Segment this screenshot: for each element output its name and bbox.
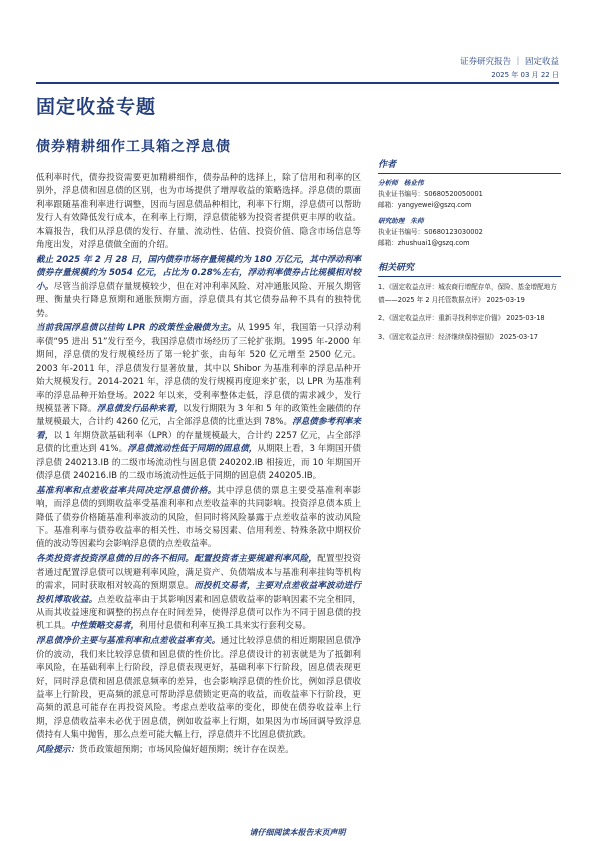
text: 尽管当前浮息债存量规模较少，但在对冲利率风险、对冲通胀风险、开展久期管理、衡量央行降息预期和通胀预期方面，浮息债具有其它债券品种不具有的独特优势。 bbox=[36, 281, 361, 319]
text: 点差收益率由于其影响因素和固息债收益率的影响因素不完全相同，从而其收益速度和调整的拐点存在时间差异，使得浮息债可以作为不同于固息债的投机工具。 bbox=[36, 594, 361, 632]
assistant-role: 研究助理 bbox=[378, 217, 405, 225]
highlight: 浮息债参考利率来看， bbox=[36, 417, 361, 441]
paragraph-value bbox=[36, 635, 361, 742]
assistant-email[interactable]: 邮箱：zhushuai1@gszq.com bbox=[378, 239, 470, 247]
related-heading: 相关研究 bbox=[378, 263, 561, 277]
text: 通过比较浮息债的相近期限固息债净价的波动，我们来比较浮息债和固息债的性价比。浮息债设计的初衷就是为了抵御利率风险，在基础利率上行阶段，浮息债表现更好，基础利率下行阶段，固息债表现更好，同时浮息债和固息债派息频率的差异，也会影响浮息债的性价比，例如浮息债收益率上行阶段，更高频的派息可帮助浮息债锁定更高的收益，而收益率下行阶段，更高频的派息可能存在再投资风险。考虑点差收益率的变化，即使在债券收益率上行期，浮息债收益率未必优于固息债，例如收益率上行期，如果因为市场回调导致浮息债持有人集中抛售，那么点差可能大幅上行，浮息债并不比固息债抗跌。 bbox=[36, 636, 361, 741]
paragraph-stock bbox=[36, 254, 361, 321]
text: 以 1 年期贷款基础利率（LPR）的存量规模最大，合计约 2257 亿元，占全部浮息债的比重达到 41%。 bbox=[36, 430, 361, 455]
authors-heading: 作者 bbox=[378, 160, 561, 174]
highlight: 基准利率和点差收益率共同决定浮息债价格。 bbox=[36, 485, 217, 496]
report-type: 证券研究报告 ｜ 固定收益 bbox=[460, 57, 559, 67]
risk-text: 货币政策超预期；市场风险偏好超预期；统计存在误差。 bbox=[78, 745, 294, 756]
paragraph-intro: 低利率时代，债券投资需要更加精耕细作，债券品种的选择上，除了信用和利率的区别外，浮息债和固息债的区别，也为市场提供了增厚收益的策略选择。浮息债的票面利率跟随基准利率进行调整，因而与固息债品种相比，利率下行期，浮息债可以帮助发行人有效降低发行成本，在利率上行期，浮息债能够为投资者提供更丰厚的收益。本篇报告，我们从浮息债的发行、存量、流动性、估值、投资价值、隐含市场信息等角度出发，对浮息债做全面的介绍。 bbox=[36, 173, 361, 251]
analyst-role: 分析师 bbox=[378, 179, 398, 187]
analyst-email[interactable]: 邮箱：yangyewei@gszq.com bbox=[378, 201, 472, 209]
footer-disclaimer: 请仔细阅读本报告末页声明 bbox=[249, 828, 346, 837]
report-title: 固定收益专题 bbox=[36, 96, 157, 118]
text: 从 1995 年，我国第一只浮动利率债“95 进出 51”发行至今，我国浮息债市场经历了三轮扩张期。1995 年-2000 年期间，浮息债的发行规模经历了第一轮扩张，由每年 520 亿元增至 2500 亿元。2003 年-2011 年，浮息债发行显著放量，其中以 Shibor 为基准利率的浮息品种开始大规模发行。2014-2021 年，浮息债的发行规模再度迎来扩张，以 LPR 为基准利率的浮息品种开始登场。2022 年以来，受利率整体走低，浮息债的需求减少，发行规模显著下降。 bbox=[36, 323, 361, 414]
risk-label: 风险提示： bbox=[36, 745, 79, 756]
highlight: 截止 2025 年 2 月 28 日，国内债券市场存量规模约为 180 万亿元，其中浮动利率债券存量规模约为 5054 亿元，占比为 0.28%左右，浮动利率债券占比规模相对较小。 bbox=[36, 254, 361, 292]
highlight: 中性策略交易者， bbox=[70, 621, 140, 632]
text: 其中浮息债的票息主要受基准利率影响，而浮息债的到期收益率受基准利率和点差收益率的共同影响。投资浮息债本质上降低了债券价格随基准利率波动的风险，但同时将风险暴露于点差收益率的波动风险下。基准利率与债券收益率的相关性、市场交易因素、信用利差、特殊条款中期权价值的波动等因素均会影响浮息债的点差收益率。 bbox=[36, 485, 361, 550]
header-rule bbox=[36, 82, 559, 84]
text: 配置型投资者通过配置浮息债可以规避利率风险，满足资产、负债端成本与基准利率挂钩等机构的需求，同时获取相对较高的预期票息。 bbox=[36, 554, 361, 592]
related-item[interactable]: 2、《固定收益点评：重新寻找利率定价锚》 2025-03-18 bbox=[378, 314, 545, 322]
text: 以发行期限为 3 年和 5 年的政策性金融债的存量规模最大，合计约 4260 亿元，占全部浮息债的比重达到 78%。 bbox=[36, 403, 361, 428]
analyst-name: 杨业伟 bbox=[403, 179, 424, 187]
highlight: 各类投资者投资浮息债的目的各不相同。配置投资者主要规避利率风险， bbox=[36, 554, 318, 565]
assistant-line bbox=[378, 216, 561, 227]
analyst-cert: 执业证书编号：S0680520050001 bbox=[378, 190, 483, 198]
assistant-name: 朱帅 bbox=[410, 217, 424, 225]
sidebar bbox=[378, 160, 561, 349]
related-item[interactable]: 1、《固定收益点评：城农商行增配存单，保险、基金增配地方债——2025 年 2 月托管数据点评》 2025-03-19 bbox=[378, 283, 557, 304]
paragraph-risk bbox=[36, 744, 361, 757]
assistant-cert: 执业证书编号：S0680123030002 bbox=[378, 228, 483, 236]
paragraph-history bbox=[36, 322, 361, 483]
highlight: 而投机交易者，主要对点差收益率波动进行投机博取收益。 bbox=[36, 581, 361, 605]
highlight: 浮息债发行品种来看， bbox=[96, 403, 184, 414]
paragraph-pricing bbox=[36, 485, 361, 552]
highlight: 浮息债流动性低于同期的固息债， bbox=[127, 444, 258, 455]
analyst-line bbox=[378, 178, 561, 189]
report-subtitle: 债券精耕细作工具箱之浮息债 bbox=[36, 139, 231, 155]
report-date: 2025 年 03 月 22 日 bbox=[491, 71, 559, 79]
paragraph-investors bbox=[36, 553, 361, 633]
text: 利用付息债和利率互换工具来实行套利交易。 bbox=[139, 621, 312, 632]
highlight: 当前我国浮息债以挂钩 LPR 的政策性金融债为主。 bbox=[36, 323, 237, 334]
highlight: 浮息债净价主要与基准利率和点差收益率有关。 bbox=[36, 636, 221, 647]
related-item[interactable]: 3、《固定收益点评：经济继续保持强韧》 2025-03-17 bbox=[378, 332, 538, 341]
main-body bbox=[36, 172, 361, 759]
text: 从期限上看，3 年期国开债浮息债 240213.IB 的二级市场流动性与固息债 240202.IB 相接近，而 10 年期国开债浮息债 240216.IB 的二级市场流动性远低于同期的固息债 240205.IB。 bbox=[36, 444, 361, 481]
